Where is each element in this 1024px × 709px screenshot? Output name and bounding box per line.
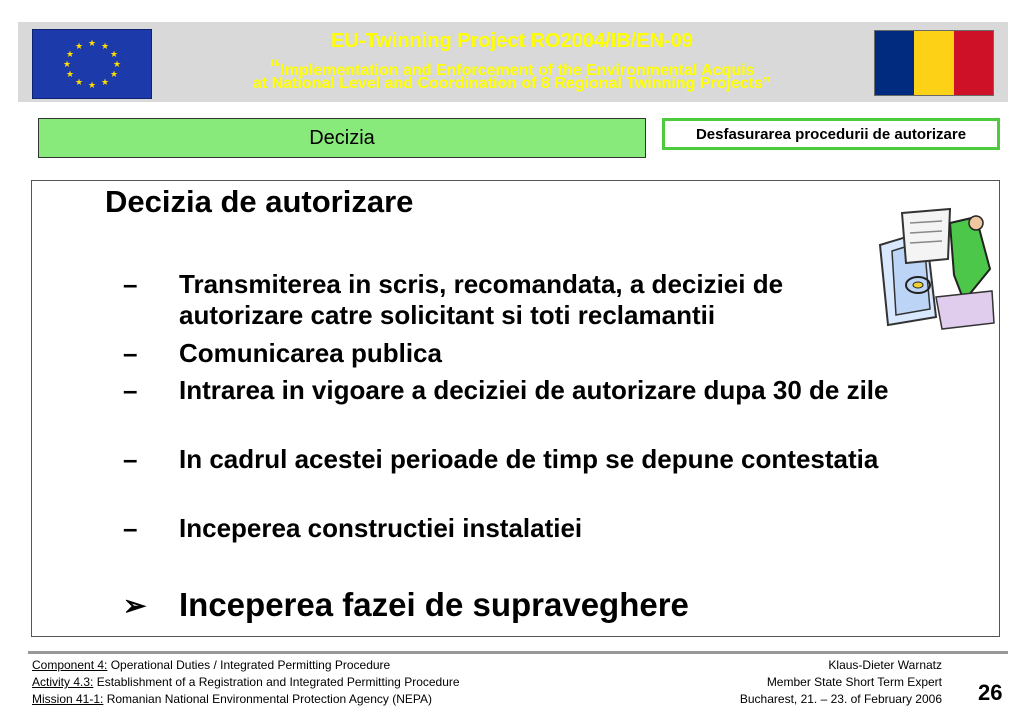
component-text: Operational Duties / Integrated Permitting Procedure	[107, 658, 391, 672]
dash-bullet: –	[123, 269, 138, 299]
svg-text:★: ★	[87, 81, 97, 91]
opening-quote: “	[269, 55, 281, 80]
svg-text:★: ★	[112, 60, 122, 70]
page-number: 26	[978, 680, 1003, 705]
svg-text:★: ★	[65, 50, 75, 60]
footer-right	[740, 657, 942, 708]
dash-bullet: –	[123, 375, 138, 405]
svg-text:★: ★	[65, 70, 75, 80]
project-subtitle-text: Implementation and Enforcement of the Environmental Acquis	[280, 62, 755, 79]
expert-name: Klaus-Dieter Warnatz	[828, 658, 942, 672]
mission-label: Mission 41-1:	[32, 692, 104, 706]
bullet-item	[123, 444, 993, 475]
procedure-label-box: Desfasurarea procedurii de autorizare	[662, 118, 1000, 150]
dash-bullet: –	[123, 513, 138, 543]
dash-bullet: –	[123, 444, 138, 474]
section-label-box: Decizia	[38, 118, 646, 158]
expert-role: Member State Short Term Expert	[766, 675, 942, 689]
content-frame	[31, 180, 1000, 637]
activity-text: Establishment of a Registration and Integrated Permitting Procedure	[93, 675, 460, 689]
project-subtitle-line2: at National Level and Coordination of 8 Regional Twinning Projects”	[253, 75, 771, 92]
bullet-item	[123, 269, 843, 331]
svg-text:★: ★	[62, 60, 72, 70]
ballot-box-voting-icon	[872, 205, 997, 330]
arrow-bullet-icon: ➢	[123, 589, 147, 621]
activity-label: Activity 4.3:	[32, 675, 94, 689]
bullet-item	[123, 513, 993, 544]
svg-text:★: ★	[109, 50, 119, 60]
svg-text:★: ★	[87, 39, 97, 49]
final-bullet-item	[123, 586, 689, 624]
svg-text:★: ★	[109, 70, 119, 80]
romania-flag-icon	[874, 30, 994, 96]
bullet-text: Transmiterea in scris, recomandata, a deciziei de autorizare catre solicitant si toti reclamantii	[179, 269, 784, 330]
bullet-text: Comunicarea publica	[179, 338, 442, 368]
project-title: EU-Twinning Project RO2004/IB/EN-09	[331, 30, 693, 52]
footer-divider	[28, 651, 1008, 654]
component-label: Component 4:	[32, 658, 108, 672]
final-bullet-text: Inceperea fazei de supraveghere	[179, 586, 689, 623]
slide-title: Decizia de autorizare	[105, 184, 414, 219]
bullet-text: Inceperea constructiei instalatiei	[179, 513, 583, 543]
location-date: Bucharest, 21. – 23. of February 2006	[739, 692, 942, 706]
footer-mission-line	[32, 691, 460, 708]
bullet-item	[123, 375, 993, 406]
svg-text:★: ★	[74, 42, 84, 52]
mission-text: Romanian National Environmental Protection Agency (NEPA)	[103, 692, 432, 706]
eu-flag-icon	[32, 29, 152, 99]
bullet-item	[123, 338, 993, 369]
bullet-text: Intrarea in vigoare a deciziei de autorizare dupa 30 de zile	[179, 375, 889, 405]
bullet-text: In cadrul acestei perioade de timp se depune contestatia	[179, 444, 879, 474]
footer-activity-line	[32, 674, 460, 691]
dash-bullet: –	[123, 338, 138, 368]
svg-text:★: ★	[74, 78, 84, 88]
svg-text:★: ★	[100, 78, 110, 88]
footer-left	[32, 657, 460, 708]
svg-text:★: ★	[100, 42, 110, 52]
footer-component-line	[32, 657, 460, 674]
